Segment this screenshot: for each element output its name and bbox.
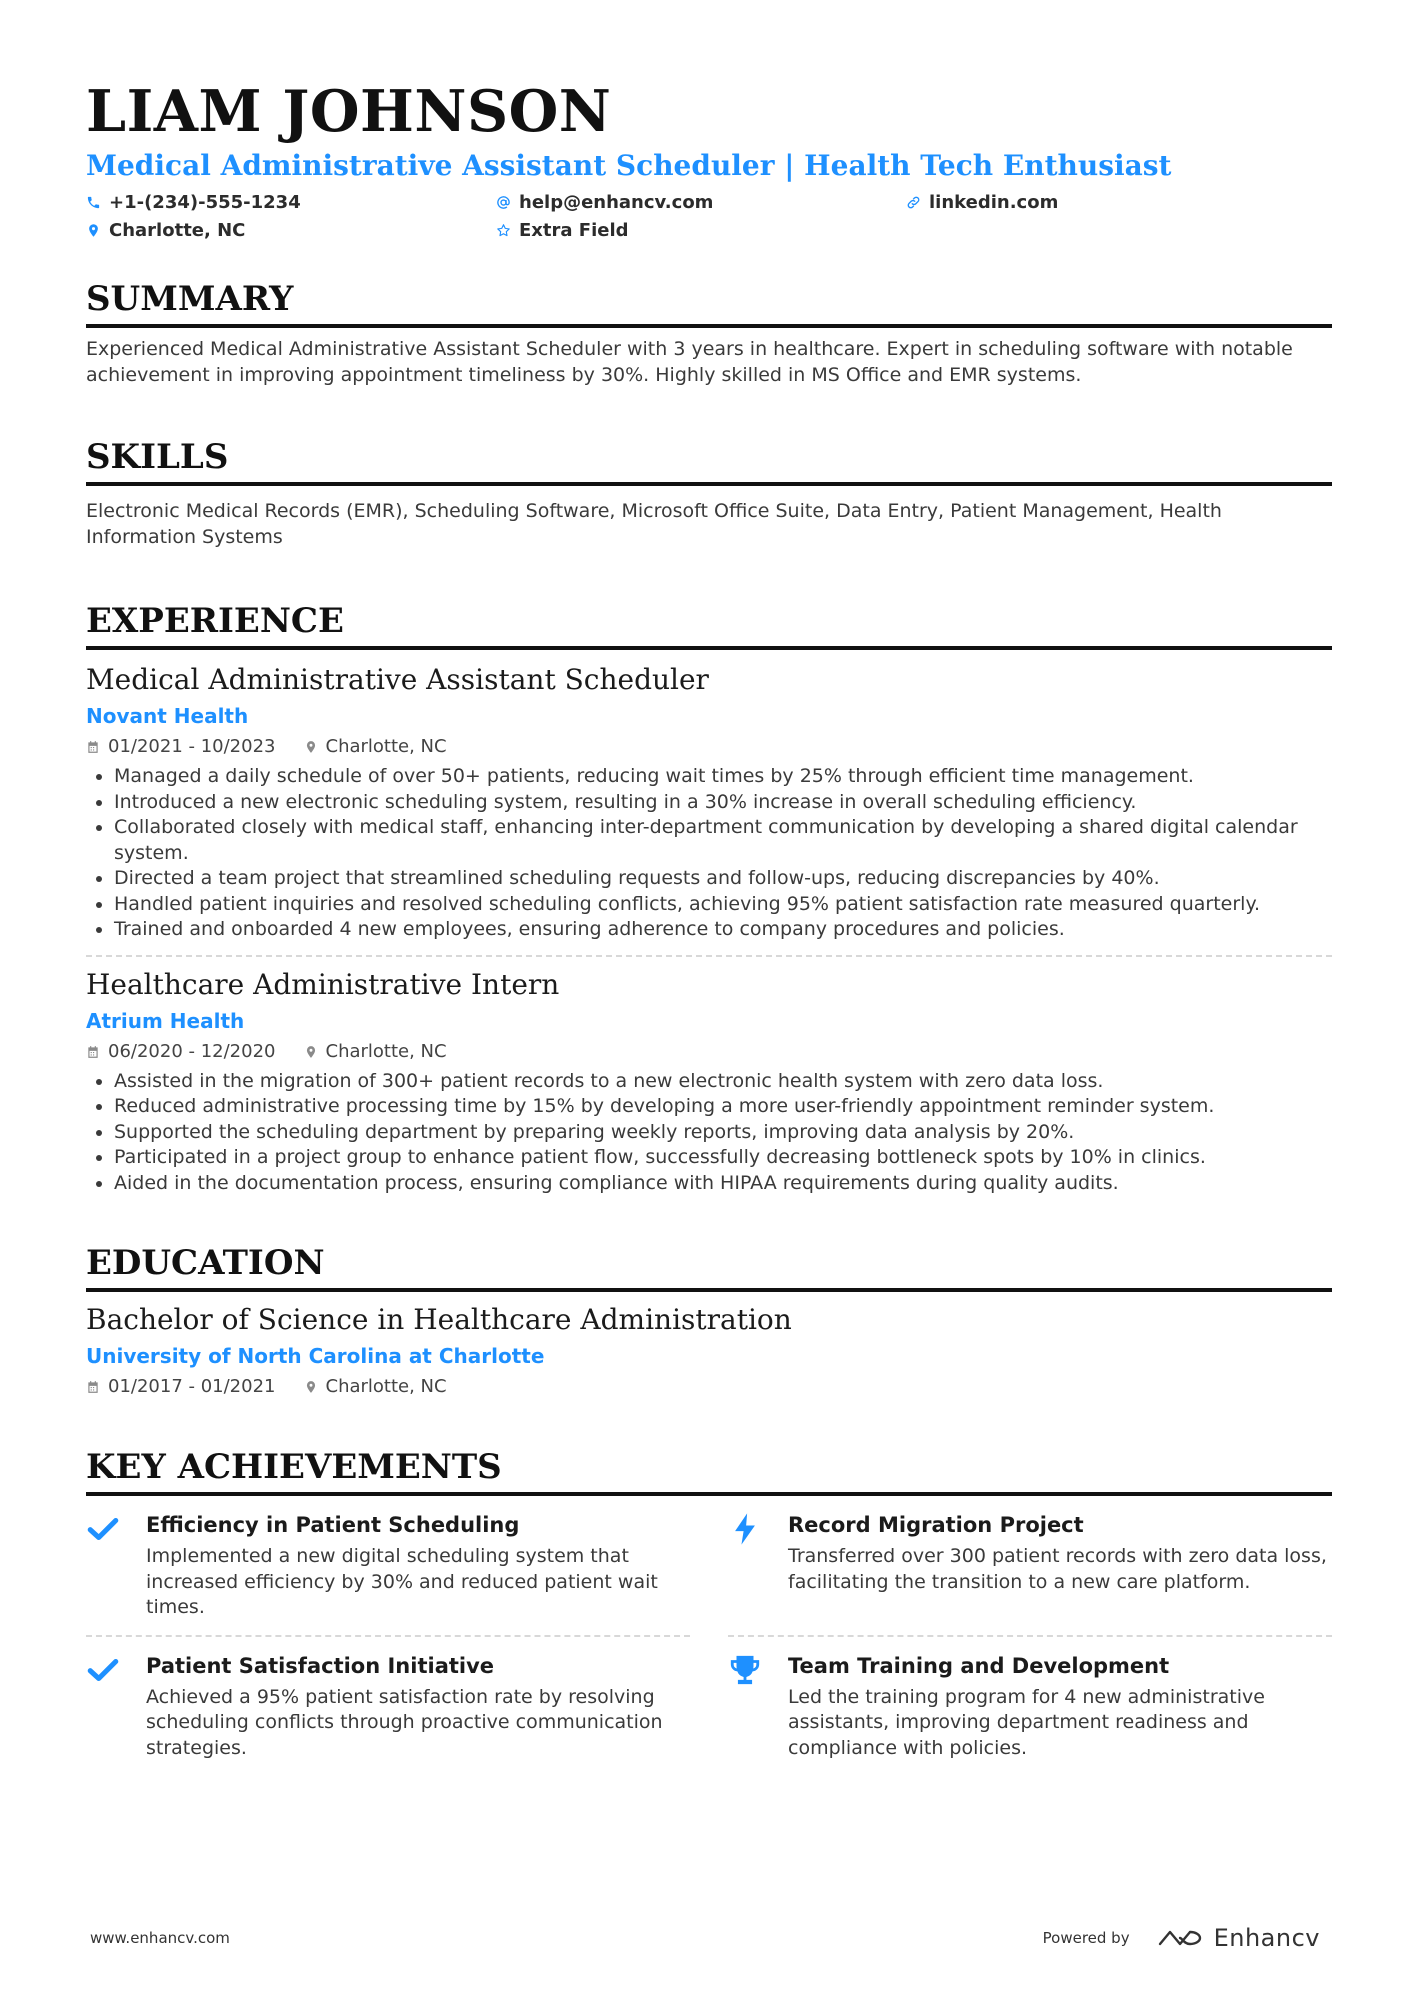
list-item: • Directed a team project that streamlined scheduling requests and follow-ups, reducing discrepancies by 40%. [114, 866, 1332, 892]
achievement-desc: Achieved a 95% patient satisfaction rate by resolving scheduling conflicts through proactive communication strategies. [146, 1685, 663, 1759]
location-pin-icon [304, 1045, 318, 1059]
job-bullets [86, 764, 1332, 943]
achievement-desc: Led the training program for 4 new administrative assistants, improving department readiness and compliance with policies. [788, 1685, 1265, 1759]
job-company: Atrium Health [86, 1008, 245, 1033]
calendar-icon [86, 1045, 100, 1059]
education-title: EDUCATION [86, 1242, 1332, 1292]
calendar-icon [86, 740, 100, 754]
contact-extra [496, 218, 906, 242]
footer [90, 1924, 1320, 1952]
location-pin-icon [86, 223, 101, 238]
list-item: • Managed a daily schedule of over 50+ patients, reducing wait times by 25% through efficient time management. [114, 764, 1332, 790]
list-item: • Reduced administrative processing time by 15% by developing a more user-friendly appointment reminder system. [114, 1094, 1332, 1120]
contact-phone[interactable] [86, 190, 496, 214]
experience-title: EXPERIENCE [86, 600, 1332, 650]
education-location [304, 1374, 447, 1400]
contact-info [86, 190, 1332, 242]
achievement-item [728, 1510, 1332, 1621]
brand-name: Enhancv [1213, 1924, 1320, 1952]
calendar-icon [86, 1380, 100, 1394]
education-location-text: Charlotte, NC [325, 1376, 447, 1397]
achievement-title: Record Migration Project [788, 1513, 1084, 1537]
degree: Bachelor of Science in Healthcare Administration [86, 1303, 792, 1336]
powered-by [1043, 1924, 1320, 1952]
linkedin-text: linkedin.com [929, 191, 1059, 213]
job-entry [86, 967, 1332, 1197]
achievement-item [728, 1651, 1332, 1762]
enhancv-logo-icon [1156, 1926, 1204, 1950]
education-section [86, 1242, 1332, 1400]
list-item: • Aided in the documentation process, ensuring compliance with HIPAA requirements during quality audits. [114, 1171, 1332, 1197]
checkmark-icon [86, 1512, 120, 1546]
school: University of North Carolina at Charlotte [86, 1344, 545, 1368]
phone-icon [86, 195, 101, 210]
job-location-text: Charlotte, NC [325, 736, 447, 757]
list-item: • Assisted in the migration of 300+ patient records to a new electronic health system with zero data loss. [114, 1069, 1332, 1095]
education-dates: 01/2017 - 01/2021 [108, 1376, 276, 1397]
email-text: help@enhancv.com [519, 191, 714, 213]
achievement-divider [728, 1635, 1332, 1637]
job-location [304, 734, 447, 760]
phone-text: +1-(234)-555-1234 [109, 191, 301, 213]
job-location [304, 1039, 447, 1065]
achievement-desc: Transferred over 300 patient records with zero data loss, facilitating the transition to a new care platform. [788, 1545, 1327, 1593]
list-item: • Trained and onboarded 4 new employees, ensuring adherence to company procedures and policies. [114, 917, 1332, 943]
resume-content [86, 76, 1332, 1761]
contact-linkedin[interactable] [906, 190, 1332, 214]
achievements-section [86, 1446, 1332, 1761]
achievement-title: Efficiency in Patient Scheduling [146, 1513, 520, 1537]
achievement-desc: Implemented a new digital scheduling system that increased efficiency by 30% and reduced patient wait times. [146, 1545, 658, 1618]
location-text: Charlotte, NC [109, 219, 246, 241]
job-company: Novant Health [86, 704, 249, 728]
job-bullets [86, 1069, 1332, 1197]
trophy-icon [728, 1653, 762, 1687]
at-icon [496, 195, 511, 210]
list-item: • Participated in a project group to enhance patient flow, successfully decreasing bottleneck spots by 10% in clinics. [114, 1145, 1332, 1171]
list-item: • Introduced a new electronic scheduling system, resulting in a 30% increase in overall scheduling efficiency. [114, 790, 1332, 816]
achievement-item [86, 1651, 690, 1762]
skills-title: SKILLS [86, 436, 1332, 486]
achievements-title: KEY ACHIEVEMENTS [86, 1446, 1332, 1496]
brand-logo[interactable] [1156, 1924, 1320, 1952]
achievements-grid [86, 1510, 1332, 1761]
location-pin-icon [304, 740, 318, 754]
job-role: Healthcare Administrative Intern [86, 967, 560, 1001]
location-pin-icon [304, 1380, 318, 1394]
checkmark-icon [86, 1653, 120, 1687]
achievement-title: Patient Satisfaction Initiative [146, 1653, 495, 1678]
job-meta [86, 734, 1332, 760]
summary-title: SUMMARY [86, 278, 1332, 328]
candidate-headline: Medical Administrative Assistant Scheduler | Health Tech Enthusiast [86, 149, 1172, 182]
list-item: • Supported the scheduling department by preparing weekly reports, improving data analysis by 20%. [114, 1120, 1332, 1146]
experience-section [86, 600, 1332, 1196]
job-dates: 01/2021 - 10/2023 [108, 736, 276, 757]
summary-text: Experienced Medical Administrative Assistant Scheduler with 3 years in healthcare. Expert in scheduling software with notable achievement in improving appointment timeliness by 30%. Highly skilled in MS Office and EMR systems. [86, 338, 1293, 386]
job-entry [86, 662, 1332, 943]
summary-section [86, 278, 1332, 388]
job-dates: 06/2020 - 12/2020 [108, 1040, 276, 1062]
education-meta [86, 1374, 1332, 1400]
footer-url[interactable]: www.enhancv.com [90, 1929, 230, 1947]
entry-divider [86, 955, 1332, 957]
contact-location [86, 218, 496, 242]
list-item: • Collaborated closely with medical staff, enhancing inter-department communication by developing a shared digital calendar system. [114, 815, 1332, 866]
link-icon [906, 195, 921, 210]
candidate-name: LIAM JOHNSON [86, 78, 612, 145]
education-entry [86, 1302, 1332, 1400]
list-item: • Handled patient inquiries and resolved scheduling conflicts, achieving 95% patient satisfaction rate measured quarterly. [114, 892, 1332, 918]
skills-section [86, 436, 1332, 550]
star-icon [496, 223, 511, 238]
extra-field-text: Extra Field [519, 219, 629, 241]
job-location-text: Charlotte, NC [325, 1040, 447, 1062]
skills-text: Electronic Medical Records (EMR), Scheduling Software, Microsoft Office Suite, Data Entry, Patient Management, Health Information Systems [86, 500, 1222, 548]
contact-email[interactable] [496, 190, 906, 214]
job-role: Medical Administrative Assistant Scheduler [86, 663, 709, 696]
achievement-item [86, 1510, 690, 1621]
achievement-title: Team Training and Development [788, 1653, 1170, 1678]
achievement-divider [86, 1635, 690, 1637]
job-meta [86, 1039, 1332, 1065]
lightning-icon [728, 1512, 762, 1546]
powered-by-label: Powered by [1042, 1929, 1130, 1947]
